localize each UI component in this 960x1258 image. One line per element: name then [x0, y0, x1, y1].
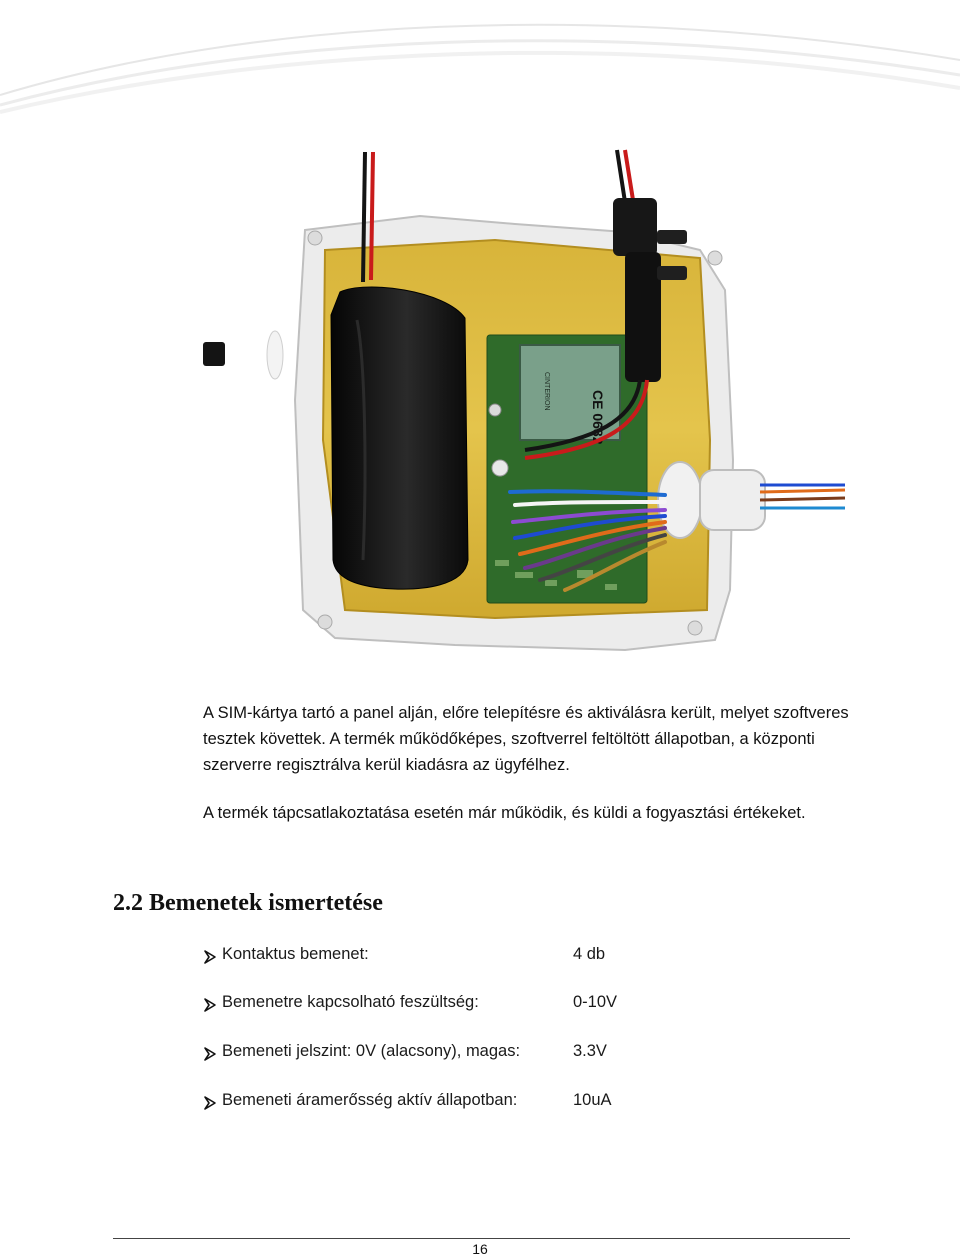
spec-value: 0-10V: [573, 993, 618, 1011]
spec-label: Bemeneti jelszint: 0V (alacsony), magas:: [222, 1042, 521, 1060]
caption-power-connection: A termék tápcsatlakoztatása esetén már működik, és küldi a fogyasztási értékeket.: [203, 804, 806, 822]
footer-divider: [113, 1238, 850, 1239]
spec-value: 4 db: [573, 945, 606, 963]
spec-value: 3.3V: [573, 1042, 607, 1060]
spec-label: Bemenetre kapcsolható feszültség:: [222, 993, 479, 1011]
module-brand-label: CINTERION: [543, 372, 550, 411]
spec-label: Bemeneti áramerősség aktív állapotban:: [222, 1091, 518, 1109]
caption-sim-card-installation: A SIM-kártya tartó a panel alján, előre telepítésre és aktiválásra került, melyet szoftveres tesztek követtek. A termék működőképes, szoftverrel feltöltött állapotban, a központi szerverre regisztrálva kerül kiadásra az ügyfélhez.: [203, 704, 849, 774]
arrowhead-bullet-icon: [203, 946, 217, 968]
spec-row-contact-inputs: [203, 945, 843, 971]
spec-row-signal-level: [203, 1042, 843, 1068]
section-title: 2.2 Bemenetek ismertetése: [113, 890, 383, 916]
header-swoosh-decoration: [0, 0, 960, 120]
module-ce-marking: CE 0682: [590, 390, 606, 445]
page-number: 16: [472, 1241, 488, 1257]
spec-label: Kontaktus bemenet:: [222, 945, 369, 963]
arrowhead-bullet-icon: [203, 1043, 217, 1065]
spec-row-input-current: [203, 1091, 843, 1117]
arrowhead-bullet-icon: [203, 994, 217, 1016]
arrowhead-bullet-icon: [203, 1092, 217, 1114]
spec-value: 10uA: [573, 1091, 612, 1109]
spec-row-input-voltage: [203, 993, 843, 1019]
device-enclosure-photo: [195, 140, 855, 660]
